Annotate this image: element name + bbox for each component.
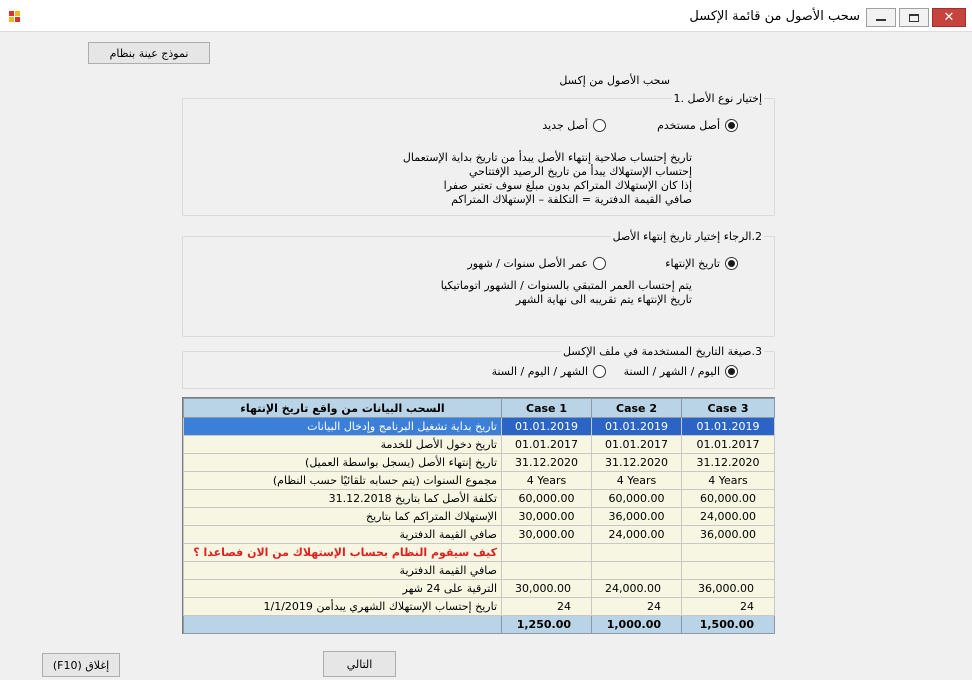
title-bar [0,0,972,32]
next-button[interactable]: التالي [323,651,396,677]
radio-end-date[interactable] [665,257,738,270]
radio-asset-life[interactable] [467,257,606,270]
case-2-total: 1,000.00 [592,616,682,634]
maximize-icon [909,14,919,22]
table-row[interactable] [184,562,775,580]
row-description-cell[interactable]: كيف سيقوم النظام بحساب الإستهلاك من الان فصاعدا ؟ [184,544,502,562]
case-2-cell[interactable] [592,562,682,580]
case-3-cell[interactable] [682,544,775,562]
date-format-group [182,345,775,389]
case-3-cell[interactable]: 31.12.2020 [682,454,775,472]
row-description-cell[interactable]: مجموع السنوات (يتم حسابه تلقائيًا حسب النظام) [184,472,502,490]
case-1-total: 1,250.00 [502,616,592,634]
date-format-group-title: 3.صيغة التاريخ المستخدمة في ملف الإكسل [562,345,762,358]
case-3-cell[interactable]: 36,000.00 [682,526,775,544]
maximize-button[interactable] [899,8,929,27]
radio-date-dmy-label: اليوم / الشهر / السنة [623,365,720,378]
sample-template-button[interactable]: نموذج عينة بنظام [88,42,210,64]
case-1-cell[interactable]: 30,000.00 [502,580,592,598]
case-2-cell[interactable]: 60,000.00 [592,490,682,508]
minimize-button[interactable] [866,8,896,27]
table-row[interactable] [184,490,775,508]
radio-date-mdy[interactable] [492,365,606,378]
case-1-cell[interactable]: 01.01.2019 [502,418,592,436]
table-row[interactable] [184,598,775,616]
case-2-cell[interactable]: 24,000.00 [592,580,682,598]
case-2-cell[interactable] [592,544,682,562]
case-3-cell[interactable]: 36,000.00 [682,580,775,598]
radio-new-asset[interactable] [542,119,606,132]
case-1-cell[interactable]: 60,000.00 [502,490,592,508]
end-date-description [441,279,692,307]
cases-table[interactable] [182,397,775,634]
table-row[interactable] [184,580,775,598]
case-2-cell[interactable]: 01.01.2019 [592,418,682,436]
row-description-cell[interactable]: تاريخ دخول الأصل للخدمة [184,436,502,454]
column-header-case-1[interactable]: Case 1 [502,399,592,418]
description-line: تاريخ إحتساب صلاحية إنتهاء الأصل يبدأ من تاريخ بداية الإستعمال [402,151,692,164]
row-description-cell[interactable]: تاريخ إحتساب الإستهلاك الشهري يبدأمن 1/1/2019 [184,598,502,616]
table-row[interactable] [184,454,775,472]
case-3-cell[interactable]: 01.01.2019 [682,418,775,436]
case-1-cell[interactable]: 24 [502,598,592,616]
case-2-cell[interactable]: 24,000.00 [592,526,682,544]
radio-date-dmy-indicator[interactable] [725,365,738,378]
column-header-case-3[interactable]: Case 3 [682,399,775,418]
description-line: إحتساب الإستهلاك يبدأ من تاريخ الرصيد الإفتتاحي [468,165,692,178]
radio-used-asset-indicator[interactable] [725,119,738,132]
totals-label-cell [184,616,502,634]
row-description-cell[interactable]: صافي القيمة الدفترية [184,526,502,544]
case-2-cell[interactable]: 31.12.2020 [592,454,682,472]
case-3-cell[interactable]: 4 Years [682,472,775,490]
end-date-group-title: 2.الرجاء إختيار تاريخ إنتهاء الأصل [612,230,762,243]
radio-asset-life-indicator[interactable] [593,257,606,270]
case-3-cell[interactable]: 24,000.00 [682,508,775,526]
row-description-cell[interactable]: الإستهلاك المتراكم كما بتاريخ [184,508,502,526]
case-2-cell[interactable]: 4 Years [592,472,682,490]
asset-type-group-title: إختيار نوع الأصل .1 [673,92,762,105]
case-3-cell[interactable]: 01.01.2017 [682,436,775,454]
case-2-cell[interactable]: 24 [592,598,682,616]
case-1-cell[interactable] [502,562,592,580]
table-row[interactable] [184,436,775,454]
table-row[interactable] [184,526,775,544]
case-1-cell[interactable]: 01.01.2017 [502,436,592,454]
table-row[interactable] [184,508,775,526]
app-icon [9,11,21,23]
description-line: تاريخ الإنتهاء يتم تقريبه الى نهاية الشهر [515,293,692,306]
case-3-cell[interactable]: 60,000.00 [682,490,775,508]
row-description-cell[interactable]: صافي القيمة الدفترية [184,562,502,580]
radio-date-dmy[interactable] [624,365,738,378]
page-heading: سحب الأصول من إكسل [559,74,670,87]
column-header-case-2[interactable]: Case 2 [592,399,682,418]
asset-type-description [403,151,692,207]
radio-used-asset[interactable] [657,119,738,132]
row-description-cell[interactable]: تكلفة الأصل كما بتاريخ 31.12.2018 [184,490,502,508]
end-date-group [182,230,775,337]
window-title: سحب الأصول من قائمة الإكسل [689,9,860,24]
case-2-cell[interactable]: 01.01.2017 [592,436,682,454]
radio-end-date-label: تاريخ الإنتهاء [665,257,720,270]
close-button[interactable]: إغلاق (F10) [42,653,120,677]
case-1-cell[interactable] [502,544,592,562]
column-header-description[interactable]: السحب البيانات من واقع تاريخ الإنتهاء [184,399,502,418]
description-line: صافي القيمة الدفترية = التكلفة – الإستهلاك المتراكم [451,193,692,206]
radio-new-asset-label: أصل جديد [542,119,588,132]
case-3-cell[interactable] [682,562,775,580]
description-line: يتم إحتساب العمر المتبقي بالسنوات / الشهور اتوماتيكيا [440,279,692,292]
description-line: إذا كان الإستهلاك المتراكم بدون مبلغ سوف تعتبر صفرا [443,179,692,192]
asset-type-group [182,92,775,216]
case-1-cell[interactable]: 30,000.00 [502,526,592,544]
totals-row [184,616,775,634]
case-1-cell[interactable]: 31.12.2020 [502,454,592,472]
case-3-total: 1,500.00 [682,616,775,634]
case-3-cell[interactable]: 24 [682,598,775,616]
close-window-button[interactable] [932,8,966,27]
radio-used-asset-label: أصل مستخدم [657,119,720,132]
radio-new-asset-indicator[interactable] [593,119,606,132]
minimize-icon [876,18,886,21]
table-header-row [184,399,775,418]
row-description-cell[interactable]: تاريخ بداية تشغيل البرنامج وإدخال البيانات [184,418,502,436]
radio-asset-life-label: عمر الأصل سنوات / شهور [467,257,588,270]
case-2-cell[interactable]: 36,000.00 [592,508,682,526]
radio-date-mdy-label: الشهر / اليوم / السنة [491,365,588,378]
case-1-cell[interactable]: 30,000.00 [502,508,592,526]
table-row[interactable] [184,544,775,562]
table-row[interactable] [184,472,775,490]
case-1-cell[interactable]: 4 Years [502,472,592,490]
radio-end-date-indicator[interactable] [725,257,738,270]
radio-date-mdy-indicator[interactable] [593,365,606,378]
table-row[interactable] [184,418,775,436]
close-icon: ✕ [943,10,955,25]
row-description-cell[interactable]: الترقية على 24 شهر [184,580,502,598]
row-description-cell[interactable]: تاريخ إنتهاء الأصل (يسجل بواسطة العميل) [184,454,502,472]
